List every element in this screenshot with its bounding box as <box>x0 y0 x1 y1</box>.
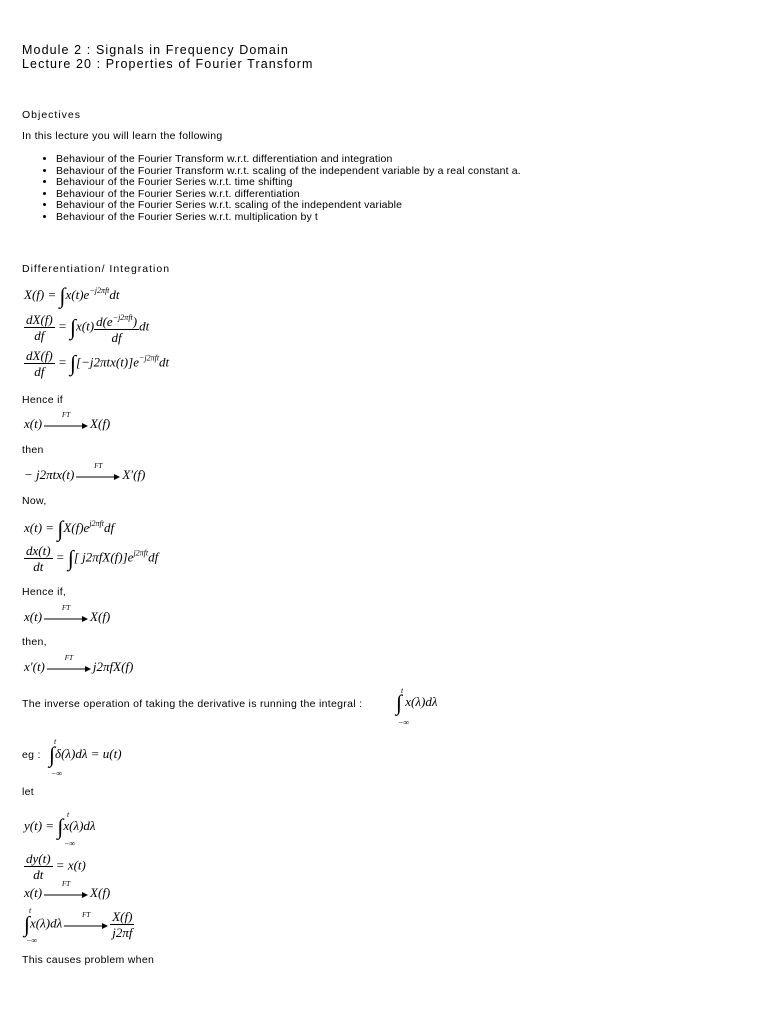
equation-dy-dt: $\frac{dy(t)}{dt}$ = x(t) <box>26 851 86 882</box>
equation-y-definition: y(t) = ∫x(λ)dλ <box>24 814 96 839</box>
then-label-2: then, <box>22 636 47 648</box>
integral-lower-limit: −∞ <box>398 718 410 727</box>
ft-arrow: FT <box>64 920 108 930</box>
equation-inverse-transform: $x(t) = \int X(f)e^{j2\pi ft}df$ <box>24 516 115 541</box>
hence-if-label-2: Hence if, <box>22 586 67 598</box>
integral-lower-limit: −∞ <box>51 769 63 778</box>
objective-item: • Behaviour of the Fourier Series w.r.t. differentiation <box>56 189 521 201</box>
problem-text: This causes problem when <box>22 954 155 966</box>
objective-item: • Behaviour of the Fourier Series w.r.t. scaling of the independent variable <box>56 200 521 212</box>
transform-pair-1: x(t) FT X(f) <box>24 411 111 431</box>
delta-integral: ∫δ(λ)dλ = u(t) <box>49 742 122 767</box>
transform-pair-4: x′(t) FT j2πfX(f) <box>24 654 134 674</box>
transform-pair-3: x(t) FT X(f) <box>24 604 111 624</box>
lecture-title: Lecture 20 : Properties of Fourier Transform <box>22 57 314 71</box>
section-heading: Differentiation/ Integration <box>22 263 171 275</box>
ft-arrow: FT <box>44 420 88 430</box>
integral-lower-limit: −∞ <box>64 839 76 848</box>
integral-lower-limit: −∞ <box>26 936 38 945</box>
equation-time-derivative: $\frac{dx(t)}{dt}$ = ∫[ $j2\pi fX(f)]e^{j2\pi ft}df$ <box>26 543 159 574</box>
objective-item: • Behaviour of the Fourier Series w.r.t. time shifting <box>56 177 521 189</box>
objective-item: • Behaviour of the Fourier Transform w.r.t. differentiation and integration <box>56 154 521 166</box>
equation-derivative-2: $\frac{dX(f)}{df}$ = $\int[-j2\pi tx(t)]e^{-j2\pi ft}dt$ <box>26 348 170 379</box>
integral-upper-limit: t <box>401 686 404 695</box>
ft-arrow: FT <box>44 613 88 623</box>
inverse-operation-text: The inverse operation of taking the derivative is running the integral : <box>22 698 363 710</box>
eg-label: eg : <box>22 749 41 761</box>
let-label: let <box>22 786 34 798</box>
ft-arrow: FT <box>47 663 91 673</box>
integral-upper-limit: t <box>67 810 70 819</box>
running-integral: ∫ x(λ)dλ <box>396 690 438 715</box>
ft-arrow: FT <box>76 471 120 481</box>
transform-pair-5: x(t) FT X(f) <box>24 880 111 900</box>
integral-upper-limit: t <box>54 737 57 746</box>
objective-item: • Behaviour of the Fourier Series w.r.t. multiplication by t <box>56 212 521 224</box>
equation-derivative-1: $\frac{dX(f)}{df}$ = ∫x(t) $\frac{d(e^{-j2\pi ft})}{df}$ dt <box>26 312 150 345</box>
objectives-heading: Objectives <box>22 109 82 121</box>
objectives-list <box>30 154 521 223</box>
objective-item: • Behaviour of the Fourier Transform w.r.t. scaling of the independent variable by a real constant a. <box>56 166 521 178</box>
now-label: Now, <box>22 495 47 507</box>
transform-pair-integral: ∫x(λ)dλ FT $\frac{X(f)}{j2\pi f}$ <box>24 909 133 940</box>
hence-if-label: Hence if <box>22 394 63 406</box>
ft-arrow: FT <box>44 889 88 899</box>
module-title: Module 2 : Signals in Frequency Domain <box>22 43 289 57</box>
equation-fourier-transform: $X(f) = \int x(t)e^{-j2\pi ft}dt$ <box>24 283 120 308</box>
transform-pair-2: − j2πtx(t) FT X′(f) <box>24 462 146 482</box>
objectives-intro: In this lecture you will learn the following <box>22 130 223 142</box>
integral-upper-limit: t <box>29 906 32 915</box>
then-label: then <box>22 444 44 456</box>
